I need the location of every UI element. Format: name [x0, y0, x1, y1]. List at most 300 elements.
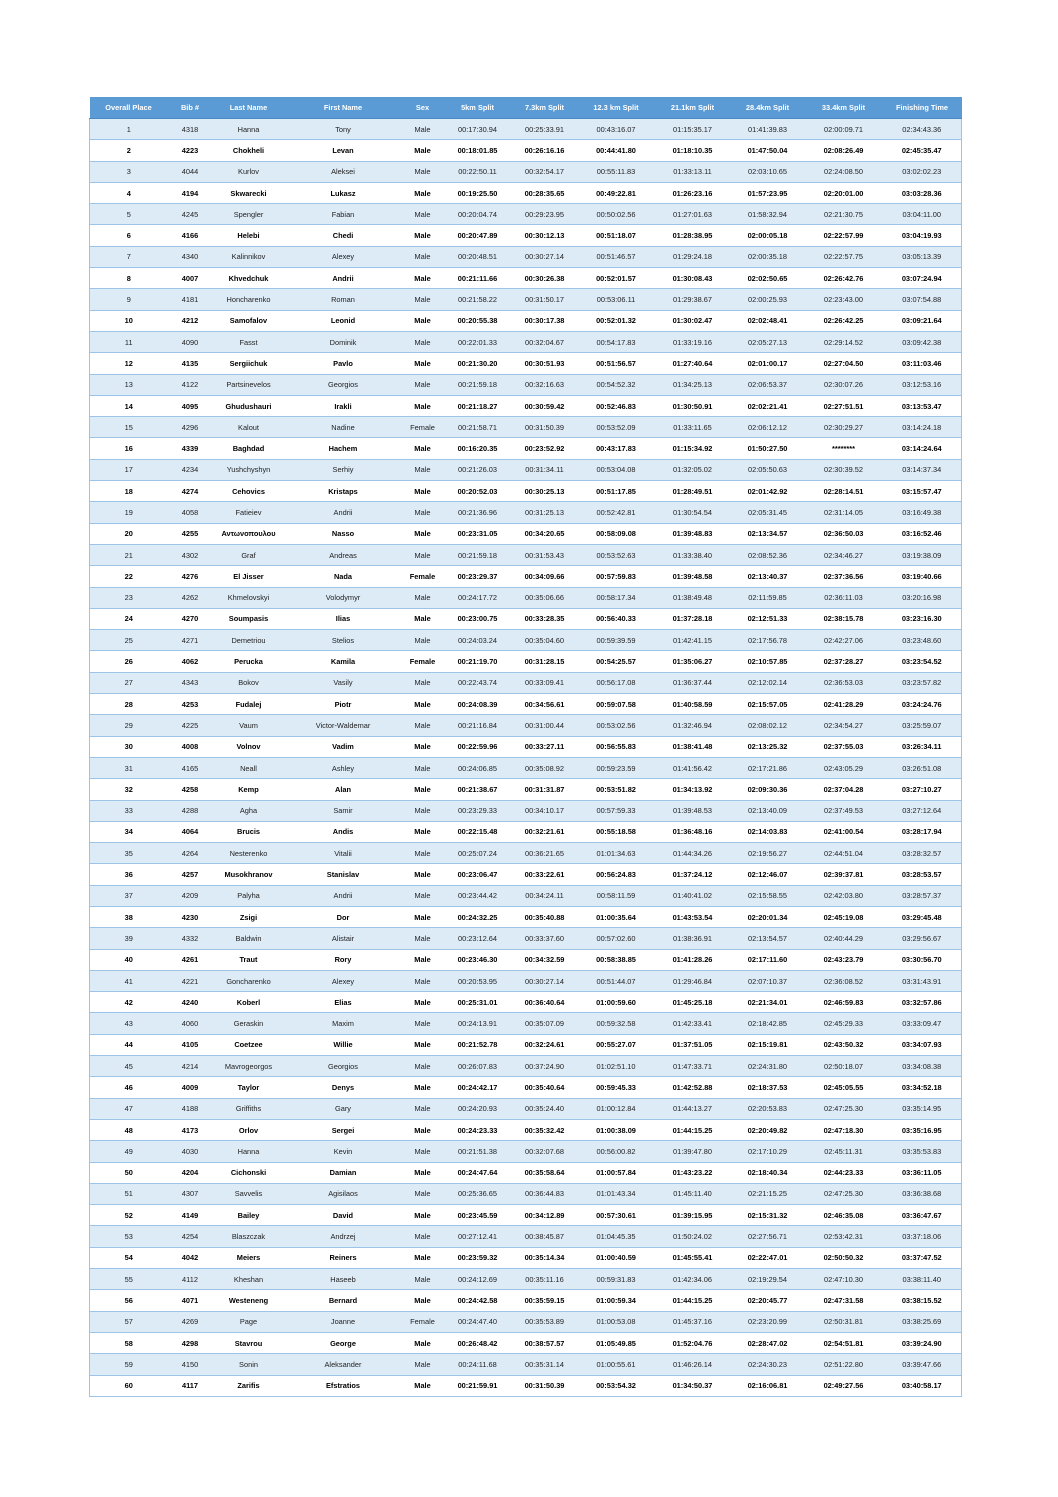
- cell-last-name: Nesterenko: [213, 843, 285, 864]
- table-row: [90, 843, 962, 864]
- cell-overall-place: 8: [90, 268, 168, 289]
- cell-overall-place: 58: [90, 1332, 168, 1353]
- cell-12-3km-split: 00:59:31.83: [578, 1269, 655, 1290]
- cell-overall-place: 56: [90, 1290, 168, 1311]
- cell-first-name: Georgios: [285, 374, 402, 395]
- cell-bib: 4071: [168, 1290, 213, 1311]
- cell-21-1km-split: 01:30:50.91: [655, 395, 731, 416]
- cell-last-name: Griffiths: [213, 1098, 285, 1119]
- cell-sex: Male: [402, 587, 444, 608]
- cell-first-name: Andrzej: [285, 1226, 402, 1247]
- table-row: [90, 417, 962, 438]
- cell-5km-split: 00:26:07.83: [444, 1056, 512, 1077]
- cell-sex: Male: [402, 715, 444, 736]
- cell-overall-place: 44: [90, 1034, 168, 1055]
- cell-12-3km-split: 00:50:02.56: [578, 204, 655, 225]
- cell-7-3km-split: 00:33:22.61: [512, 864, 578, 885]
- cell-bib: 4270: [168, 608, 213, 629]
- table-row: [90, 182, 962, 203]
- cell-7-3km-split: 00:32:21.61: [512, 821, 578, 842]
- table-row: [90, 1162, 962, 1183]
- cell-5km-split: 00:22:01.33: [444, 331, 512, 352]
- cell-bib: 4343: [168, 672, 213, 693]
- cell-bib: 4042: [168, 1247, 213, 1268]
- cell-33-4km-split: 02:20:01.00: [805, 182, 883, 203]
- cell-33-4km-split: 02:49:27.56: [805, 1375, 883, 1396]
- cell-33-4km-split: 02:38:15.78: [805, 608, 883, 629]
- cell-12-3km-split: 00:51:44.07: [578, 970, 655, 991]
- cell-5km-split: 00:21:36.96: [444, 502, 512, 523]
- cell-21-1km-split: 01:40:41.02: [655, 885, 731, 906]
- table-row: [90, 119, 962, 140]
- cell-7-3km-split: 00:30:25.13: [512, 481, 578, 502]
- cell-7-3km-split: 00:31:50.39: [512, 417, 578, 438]
- cell-finishing-time: 03:33:09.47: [883, 1013, 962, 1034]
- cell-28-4km-split: 02:02:48.41: [731, 310, 805, 331]
- cell-33-4km-split: 02:46:59.83: [805, 992, 883, 1013]
- cell-5km-split: 00:21:58.22: [444, 289, 512, 310]
- cell-12-3km-split: 00:55:18.58: [578, 821, 655, 842]
- table-row: [90, 140, 962, 161]
- cell-bib: 4209: [168, 885, 213, 906]
- cell-21-1km-split: 01:40:58.59: [655, 694, 731, 715]
- cell-first-name: Volodymyr: [285, 587, 402, 608]
- cell-21-1km-split: 01:42:52.88: [655, 1077, 731, 1098]
- cell-sex: Female: [402, 1311, 444, 1332]
- cell-first-name: Andrii: [285, 268, 402, 289]
- cell-5km-split: 00:24:06.85: [444, 757, 512, 778]
- table-row: [90, 821, 962, 842]
- table-row: [90, 800, 962, 821]
- cell-sex: Male: [402, 757, 444, 778]
- cell-12-3km-split: 01:01:43.34: [578, 1183, 655, 1204]
- cell-overall-place: 52: [90, 1205, 168, 1226]
- cell-28-4km-split: 02:02:50.65: [731, 268, 805, 289]
- cell-finishing-time: 02:45:35.47: [883, 140, 962, 161]
- table-row: [90, 502, 962, 523]
- results-body: [90, 119, 962, 1397]
- cell-first-name: Stanislav: [285, 864, 402, 885]
- cell-overall-place: 21: [90, 544, 168, 565]
- cell-finishing-time: 03:27:12.64: [883, 800, 962, 821]
- cell-33-4km-split: 02:37:04.28: [805, 779, 883, 800]
- cell-first-name: Aleksander: [285, 1354, 402, 1375]
- cell-overall-place: 38: [90, 906, 168, 927]
- cell-last-name: Fudalej: [213, 694, 285, 715]
- cell-sex: Male: [402, 800, 444, 821]
- cell-12-3km-split: 00:58:17.34: [578, 587, 655, 608]
- cell-overall-place: 7: [90, 246, 168, 267]
- cell-5km-split: 00:21:38.67: [444, 779, 512, 800]
- cell-first-name: Vitalii: [285, 843, 402, 864]
- cell-12-3km-split: 01:02:51.10: [578, 1056, 655, 1077]
- cell-finishing-time: 02:34:43.36: [883, 119, 962, 140]
- table-row: [90, 715, 962, 736]
- cell-33-4km-split: 02:45:05.55: [805, 1077, 883, 1098]
- cell-5km-split: 00:21:16.84: [444, 715, 512, 736]
- cell-33-4km-split: 02:50:18.07: [805, 1056, 883, 1077]
- cell-finishing-time: 03:23:48.60: [883, 630, 962, 651]
- column-header-sex: Sex: [402, 97, 444, 119]
- table-row: [90, 970, 962, 991]
- cell-28-4km-split: 02:01:00.17: [731, 353, 805, 374]
- cell-overall-place: 49: [90, 1141, 168, 1162]
- cell-12-3km-split: 01:04:45.35: [578, 1226, 655, 1247]
- cell-first-name: Nada: [285, 566, 402, 587]
- cell-7-3km-split: 00:30:27.14: [512, 246, 578, 267]
- cell-5km-split: 00:25:36.65: [444, 1183, 512, 1204]
- cell-33-4km-split: 02:29:14.52: [805, 331, 883, 352]
- cell-bib: 4240: [168, 992, 213, 1013]
- cell-33-4km-split: 02:40:44.29: [805, 928, 883, 949]
- cell-12-3km-split: 00:52:01.32: [578, 310, 655, 331]
- cell-last-name: Page: [213, 1311, 285, 1332]
- cell-33-4km-split: 02:27:04.50: [805, 353, 883, 374]
- cell-21-1km-split: 01:15:34.92: [655, 438, 731, 459]
- cell-bib: 4165: [168, 757, 213, 778]
- cell-28-4km-split: 02:12:51.33: [731, 608, 805, 629]
- cell-last-name: Geraskin: [213, 1013, 285, 1034]
- cell-last-name: Kalout: [213, 417, 285, 438]
- cell-last-name: Savvelis: [213, 1183, 285, 1204]
- cell-21-1km-split: 01:38:41.48: [655, 736, 731, 757]
- cell-bib: 4181: [168, 289, 213, 310]
- cell-33-4km-split: 02:26:42.76: [805, 268, 883, 289]
- cell-12-3km-split: 00:57:02.60: [578, 928, 655, 949]
- cell-finishing-time: 03:31:43.91: [883, 970, 962, 991]
- cell-28-4km-split: 01:41:39.83: [731, 119, 805, 140]
- cell-12-3km-split: 00:56:55.83: [578, 736, 655, 757]
- cell-12-3km-split: 00:57:59.83: [578, 566, 655, 587]
- cell-5km-split: 00:24:32.25: [444, 906, 512, 927]
- cell-overall-place: 12: [90, 353, 168, 374]
- cell-last-name: Chokheli: [213, 140, 285, 161]
- cell-33-4km-split: 02:44:51.04: [805, 843, 883, 864]
- cell-12-3km-split: 00:57:30.61: [578, 1205, 655, 1226]
- cell-33-4km-split: 02:51:22.80: [805, 1354, 883, 1375]
- cell-bib: 4234: [168, 459, 213, 480]
- cell-last-name: Traut: [213, 949, 285, 970]
- cell-first-name: Joanne: [285, 1311, 402, 1332]
- cell-21-1km-split: 01:35:06.27: [655, 651, 731, 672]
- table-row: [90, 992, 962, 1013]
- cell-first-name: Pavlo: [285, 353, 402, 374]
- cell-overall-place: 19: [90, 502, 168, 523]
- cell-first-name: Haseeb: [285, 1269, 402, 1290]
- cell-finishing-time: 03:28:32.57: [883, 843, 962, 864]
- cell-28-4km-split: 02:24:30.23: [731, 1354, 805, 1375]
- cell-7-3km-split: 00:31:50.39: [512, 1375, 578, 1396]
- cell-21-1km-split: 01:52:04.76: [655, 1332, 731, 1353]
- cell-sex: Male: [402, 246, 444, 267]
- cell-bib: 4194: [168, 182, 213, 203]
- cell-28-4km-split: 02:05:27.13: [731, 331, 805, 352]
- table-row: [90, 161, 962, 182]
- cell-12-3km-split: 00:43:16.07: [578, 119, 655, 140]
- cell-21-1km-split: 01:42:34.06: [655, 1269, 731, 1290]
- cell-21-1km-split: 01:50:24.02: [655, 1226, 731, 1247]
- cell-5km-split: 00:24:03.24: [444, 630, 512, 651]
- cell-21-1km-split: 01:41:28.26: [655, 949, 731, 970]
- table-row: [90, 587, 962, 608]
- table-row: [90, 672, 962, 693]
- cell-33-4km-split: 02:37:28.27: [805, 651, 883, 672]
- cell-21-1km-split: 01:44:15.25: [655, 1290, 731, 1311]
- cell-21-1km-split: 01:15:35.17: [655, 119, 731, 140]
- cell-bib: 4255: [168, 523, 213, 544]
- cell-21-1km-split: 01:32:46.94: [655, 715, 731, 736]
- cell-7-3km-split: 00:38:57.57: [512, 1332, 578, 1353]
- cell-12-3km-split: 00:56:40.33: [578, 608, 655, 629]
- cell-33-4km-split: 02:41:28.29: [805, 694, 883, 715]
- cell-28-4km-split: 02:17:10.29: [731, 1141, 805, 1162]
- cell-21-1km-split: 01:34:13.92: [655, 779, 731, 800]
- cell-28-4km-split: 02:15:19.81: [731, 1034, 805, 1055]
- cell-33-4km-split: 02:44:23.33: [805, 1162, 883, 1183]
- cell-21-1km-split: 01:33:19.16: [655, 331, 731, 352]
- table-row: [90, 885, 962, 906]
- cell-33-4km-split: 02:46:35.08: [805, 1205, 883, 1226]
- results-table: [89, 97, 962, 1397]
- cell-28-4km-split: 02:17:11.60: [731, 949, 805, 970]
- cell-first-name: Levan: [285, 140, 402, 161]
- table-row: [90, 1034, 962, 1055]
- cell-33-4km-split: 02:28:14.51: [805, 481, 883, 502]
- cell-7-3km-split: 00:32:54.17: [512, 161, 578, 182]
- table-row: [90, 608, 962, 629]
- cell-finishing-time: 03:04:19.93: [883, 225, 962, 246]
- cell-sex: Male: [402, 885, 444, 906]
- cell-overall-place: 25: [90, 630, 168, 651]
- cell-12-3km-split: 00:55:27.07: [578, 1034, 655, 1055]
- cell-sex: Male: [402, 1056, 444, 1077]
- cell-finishing-time: 03:24:24.76: [883, 694, 962, 715]
- table-row: [90, 949, 962, 970]
- table-row: [90, 523, 962, 544]
- table-row: [90, 1269, 962, 1290]
- cell-12-3km-split: 01:05:49.85: [578, 1332, 655, 1353]
- cell-5km-split: 00:21:26.03: [444, 459, 512, 480]
- cell-finishing-time: 03:15:57.47: [883, 481, 962, 502]
- cell-last-name: Partsinevelos: [213, 374, 285, 395]
- cell-21-1km-split: 01:42:33.41: [655, 1013, 731, 1034]
- cell-overall-place: 53: [90, 1226, 168, 1247]
- cell-overall-place: 17: [90, 459, 168, 480]
- cell-overall-place: 18: [90, 481, 168, 502]
- cell-last-name: Hanna: [213, 1141, 285, 1162]
- cell-bib: 4245: [168, 204, 213, 225]
- cell-finishing-time: 03:34:52.18: [883, 1077, 962, 1098]
- cell-12-3km-split: 00:59:07.58: [578, 694, 655, 715]
- cell-33-4km-split: 02:26:42.25: [805, 310, 883, 331]
- cell-sex: Male: [402, 992, 444, 1013]
- cell-7-3km-split: 00:34:09.66: [512, 566, 578, 587]
- cell-bib: 4225: [168, 715, 213, 736]
- cell-21-1km-split: 01:45:11.40: [655, 1183, 731, 1204]
- cell-bib: 4149: [168, 1205, 213, 1226]
- cell-21-1km-split: 01:29:38.67: [655, 289, 731, 310]
- cell-33-4km-split: 02:50:50.32: [805, 1247, 883, 1268]
- cell-overall-place: 40: [90, 949, 168, 970]
- cell-last-name: Spengler: [213, 204, 285, 225]
- cell-12-3km-split: 00:54:17.83: [578, 331, 655, 352]
- cell-last-name: Kalinnikov: [213, 246, 285, 267]
- cell-overall-place: 13: [90, 374, 168, 395]
- cell-28-4km-split: 02:15:57.05: [731, 694, 805, 715]
- cell-5km-split: 00:24:42.17: [444, 1077, 512, 1098]
- cell-28-4km-split: 02:06:12.12: [731, 417, 805, 438]
- cell-7-3km-split: 00:34:56.61: [512, 694, 578, 715]
- cell-7-3km-split: 00:32:04.67: [512, 331, 578, 352]
- cell-33-4km-split: 02:43:05.29: [805, 757, 883, 778]
- cell-overall-place: 43: [90, 1013, 168, 1034]
- column-header-5km-split: 5km Split: [444, 97, 512, 119]
- cell-overall-place: 45: [90, 1056, 168, 1077]
- cell-33-4km-split: 02:42:27.06: [805, 630, 883, 651]
- cell-overall-place: 31: [90, 757, 168, 778]
- cell-12-3km-split: 00:49:22.81: [578, 182, 655, 203]
- cell-first-name: Reiners: [285, 1247, 402, 1268]
- cell-28-4km-split: 02:13:40.37: [731, 566, 805, 587]
- cell-overall-place: 51: [90, 1183, 168, 1204]
- cell-first-name: Alistair: [285, 928, 402, 949]
- cell-sex: Male: [402, 1098, 444, 1119]
- cell-5km-split: 00:24:42.58: [444, 1290, 512, 1311]
- cell-5km-split: 00:24:20.93: [444, 1098, 512, 1119]
- cell-7-3km-split: 00:30:17.38: [512, 310, 578, 331]
- cell-28-4km-split: 02:21:34.01: [731, 992, 805, 1013]
- cell-last-name: Westeneng: [213, 1290, 285, 1311]
- table-row: [90, 736, 962, 757]
- cell-overall-place: 60: [90, 1375, 168, 1396]
- cell-last-name: Kemp: [213, 779, 285, 800]
- table-row: [90, 1332, 962, 1353]
- column-header-28-4km-split: 28.4km Split: [731, 97, 805, 119]
- cell-finishing-time: 03:27:10.27: [883, 779, 962, 800]
- table-row: [90, 864, 962, 885]
- table-row: [90, 310, 962, 331]
- cell-bib: 4223: [168, 140, 213, 161]
- cell-12-3km-split: 00:59:39.59: [578, 630, 655, 651]
- cell-finishing-time: 03:25:59.07: [883, 715, 962, 736]
- cell-7-3km-split: 00:30:12.13: [512, 225, 578, 246]
- table-row: [90, 1098, 962, 1119]
- cell-21-1km-split: 01:27:01.63: [655, 204, 731, 225]
- cell-33-4km-split: 02:47:10.30: [805, 1269, 883, 1290]
- cell-7-3km-split: 00:35:40.64: [512, 1077, 578, 1098]
- cell-finishing-time: 03:38:11.40: [883, 1269, 962, 1290]
- cell-33-4km-split: 02:45:29.33: [805, 1013, 883, 1034]
- cell-28-4km-split: 02:02:21.41: [731, 395, 805, 416]
- cell-33-4km-split: ********: [805, 438, 883, 459]
- cell-12-3km-split: 00:51:17.85: [578, 481, 655, 502]
- cell-bib: 4288: [168, 800, 213, 821]
- cell-5km-split: 00:25:31.01: [444, 992, 512, 1013]
- cell-28-4km-split: 02:16:06.81: [731, 1375, 805, 1396]
- cell-21-1km-split: 01:28:49.51: [655, 481, 731, 502]
- cell-33-4km-split: 02:08:26.49: [805, 140, 883, 161]
- cell-21-1km-split: 01:39:48.58: [655, 566, 731, 587]
- cell-bib: 4339: [168, 438, 213, 459]
- cell-7-3km-split: 00:36:21.65: [512, 843, 578, 864]
- cell-finishing-time: 03:40:58.17: [883, 1375, 962, 1396]
- table-row: [90, 544, 962, 565]
- cell-21-1km-split: 01:27:40.64: [655, 353, 731, 374]
- cell-12-3km-split: 01:00:38.09: [578, 1119, 655, 1140]
- cell-33-4km-split: 02:45:19.08: [805, 906, 883, 927]
- cell-7-3km-split: 00:34:32.59: [512, 949, 578, 970]
- cell-12-3km-split: 00:53:54.32: [578, 1375, 655, 1396]
- cell-overall-place: 1: [90, 119, 168, 140]
- cell-bib: 4204: [168, 1162, 213, 1183]
- column-header-21-1km-split: 21.1km Split: [655, 97, 731, 119]
- cell-33-4km-split: 02:22:57.75: [805, 246, 883, 267]
- cell-12-3km-split: 00:53:52.63: [578, 544, 655, 565]
- cell-5km-split: 00:22:50.11: [444, 161, 512, 182]
- cell-21-1km-split: 01:43:53.54: [655, 906, 731, 927]
- cell-5km-split: 00:24:23.33: [444, 1119, 512, 1140]
- cell-21-1km-split: 01:38:36.91: [655, 928, 731, 949]
- cell-5km-split: 00:23:06.47: [444, 864, 512, 885]
- cell-first-name: Leonid: [285, 310, 402, 331]
- cell-12-3km-split: 01:00:53.08: [578, 1311, 655, 1332]
- cell-28-4km-split: 02:00:25.93: [731, 289, 805, 310]
- cell-last-name: Mavrogeorgos: [213, 1056, 285, 1077]
- cell-5km-split: 00:20:48.51: [444, 246, 512, 267]
- cell-bib: 4257: [168, 864, 213, 885]
- cell-first-name: Elias: [285, 992, 402, 1013]
- cell-first-name: Nasso: [285, 523, 402, 544]
- cell-7-3km-split: 00:34:24.11: [512, 885, 578, 906]
- cell-12-3km-split: 00:52:46.83: [578, 395, 655, 416]
- column-header-12-3km-split: 12.3 km Split: [578, 97, 655, 119]
- cell-last-name: Helebi: [213, 225, 285, 246]
- cell-first-name: Andrii: [285, 885, 402, 906]
- cell-33-4km-split: 02:37:55.03: [805, 736, 883, 757]
- cell-overall-place: 48: [90, 1119, 168, 1140]
- cell-last-name: Blaszczak: [213, 1226, 285, 1247]
- cell-12-3km-split: 00:53:02.56: [578, 715, 655, 736]
- cell-last-name: Perucka: [213, 651, 285, 672]
- cell-last-name: Sonin: [213, 1354, 285, 1375]
- cell-sex: Male: [402, 630, 444, 651]
- cell-last-name: Orlov: [213, 1119, 285, 1140]
- cell-first-name: Stelios: [285, 630, 402, 651]
- cell-bib: 4296: [168, 417, 213, 438]
- cell-finishing-time: 03:16:52.46: [883, 523, 962, 544]
- table-row: [90, 353, 962, 374]
- cell-7-3km-split: 00:35:32.42: [512, 1119, 578, 1140]
- cell-12-3km-split: 00:56:00.82: [578, 1141, 655, 1162]
- cell-7-3km-split: 00:35:06.66: [512, 587, 578, 608]
- cell-7-3km-split: 00:32:07.68: [512, 1141, 578, 1162]
- cell-21-1km-split: 01:42:41.15: [655, 630, 731, 651]
- cell-sex: Male: [402, 523, 444, 544]
- cell-sex: Male: [402, 779, 444, 800]
- cell-last-name: Honcharenko: [213, 289, 285, 310]
- cell-12-3km-split: 00:56:17.08: [578, 672, 655, 693]
- cell-overall-place: 42: [90, 992, 168, 1013]
- cell-7-3km-split: 00:28:35.65: [512, 182, 578, 203]
- cell-sex: Male: [402, 438, 444, 459]
- table-row: [90, 566, 962, 587]
- table-row: [90, 331, 962, 352]
- cell-21-1km-split: 01:47:33.71: [655, 1056, 731, 1077]
- cell-finishing-time: 03:12:53.16: [883, 374, 962, 395]
- cell-overall-place: 29: [90, 715, 168, 736]
- cell-12-3km-split: 00:53:06.11: [578, 289, 655, 310]
- table-row: [90, 374, 962, 395]
